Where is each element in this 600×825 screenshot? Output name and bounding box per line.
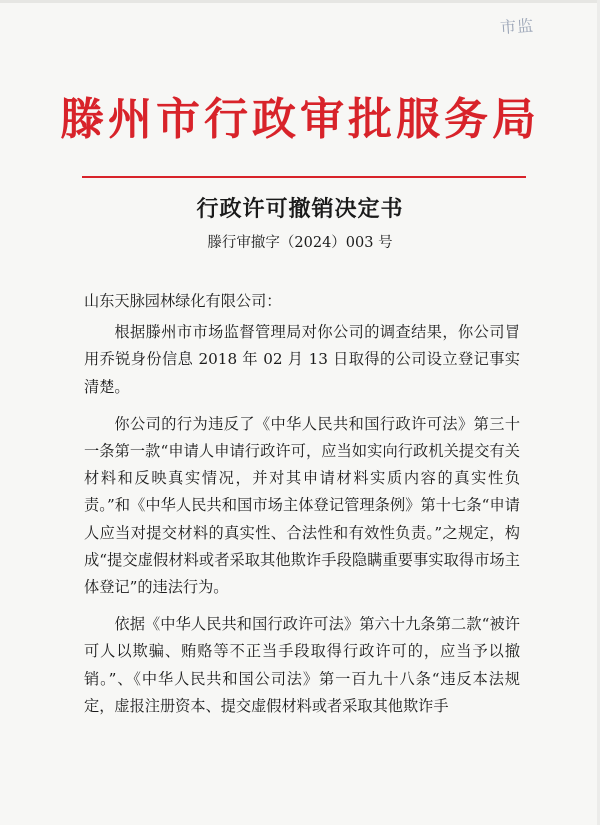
document-title: 行政许可撤销决定书 [196,196,404,222]
addressee: 山东天脉园林绿化有限公司： [84,292,282,310]
body-paragraph: 你公司的行为违反了《中华人民共和国行政许可法》第三十一条第一款“申请人申请行政许可，应当如实向行政机关提交有关材料和反映真实情况，并对其申请材料实质内容的真实性负责。”和《中华人民共和国市场主体登记管理条例》第十七条“申请人应当对提交材料的真实性、合法性和有效性负责。”之规定，构成“提交虚假材料或者采取其他欺诈手段隐瞒重要事实取得市场主体登记”的违法行为。 [84,414,520,597]
body-paragraph: 依据《中华人民共和国行政许可法》第六十九条第二款“被许可人以欺骗、贿赂等不正当手段取得行政许可的，应当予以撤销。”、《中华人民共和国公司法》第一百九十八条“违反本法规定，虚报注册资本、提交虚假材料或者采取其他欺诈手 [84,615,520,715]
handwritten-note: 市监 [499,15,535,38]
body-paragraph: 根据滕州市市场监督管理局对你公司的调查结果，你公司冒用乔锐身份信息 2018 年 02 月 13 日取得的公司设立登记事实清楚。 [84,323,520,396]
document-body [84,288,520,720]
organization-header: 滕州市行政审批服务局 [60,94,540,145]
scan-edge [0,0,600,3]
header-divider [82,176,526,178]
document-number: 滕行审撤字（2024）003 号 [207,235,393,251]
